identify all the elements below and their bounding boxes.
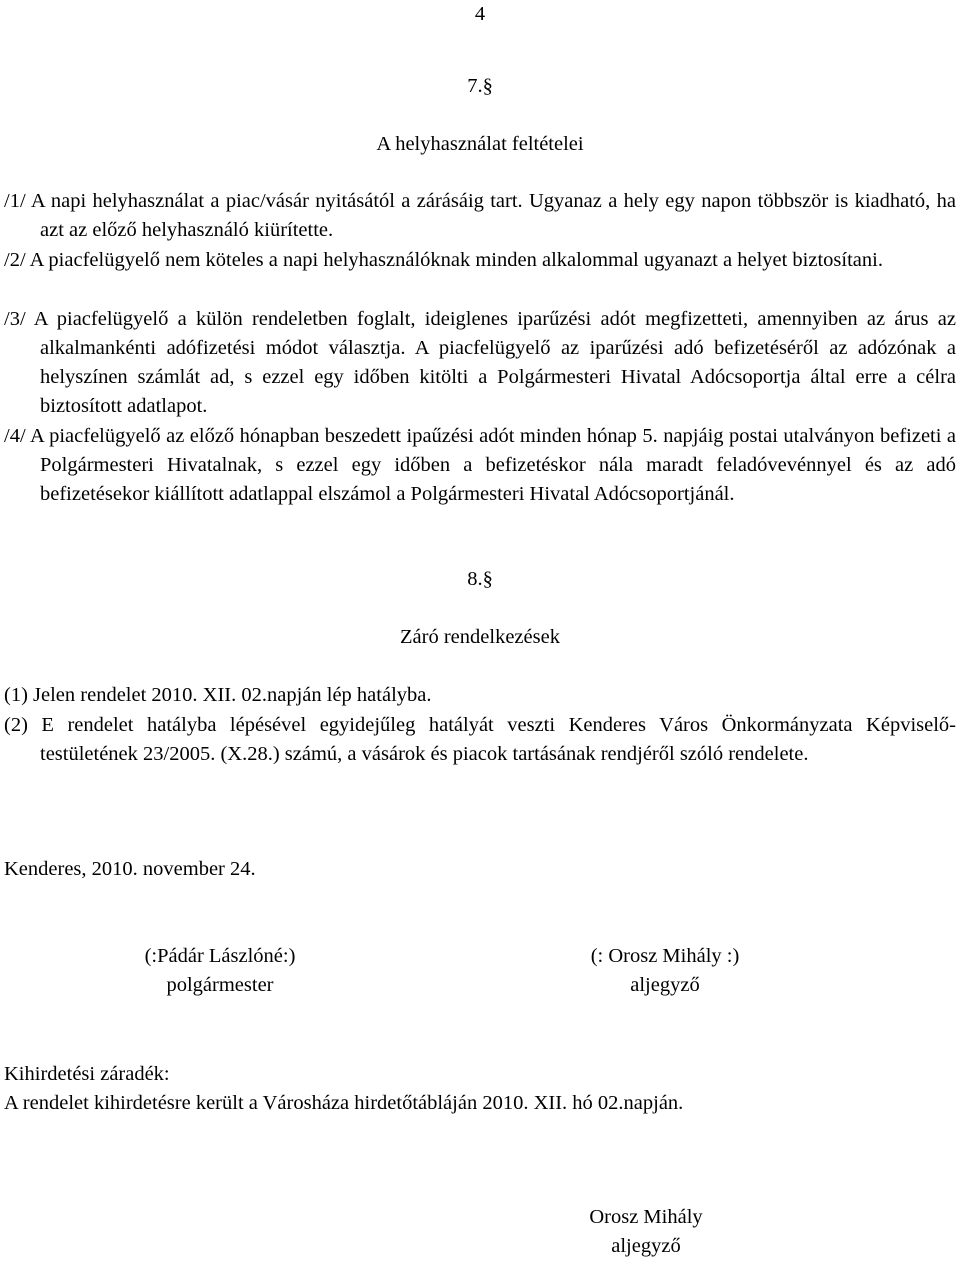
announcement-heading: Kihirdetési záradék: <box>4 1063 170 1085</box>
section-7-paragraph-4: /4/ A piacfelügyelő az előző hónapban beszedett ipaűzési adót minden hónap 5. napjáig postai utalványon befizeti a Polgármesteri Hivatalnak, s ezzel egy időben a befizetéskor nála maradt feladóvevénnyel és az adó befizetésekor kiállított adatlappal elszámol a Polgármesteri Hivatal Adócsoportjánál. <box>4 425 956 505</box>
signature-right <box>545 942 785 1000</box>
signature-left-title: polgármester <box>166 974 274 996</box>
signature-left-name: (:Pádár Lászlóné:) <box>144 945 296 967</box>
section-7-paragraph-1: /1/ A napi helyhasználat a piac/vásár nyitásától a zárásáig tart. Ugyanaz a hely egy napon többször is kiadható, ha azt az előző helyhasználó kiürítette. <box>4 190 956 241</box>
section-7-title: A helyhasználat feltételei <box>376 133 584 155</box>
section-7-number: 7.§ <box>467 75 493 97</box>
section-8-paragraph-2: (2) E rendelet hatályba lépésével egyidejűleg hatályát veszti Kenderes Város Önkormányzata Képviselő-testületének 23/2005. (X.28.) számú, a vásárok és piacok tartásának rendjéről szóló rendelete. <box>4 714 956 765</box>
final-signature-title: aljegyző <box>611 1235 681 1257</box>
signature-left <box>100 942 340 1000</box>
place-date: Kenderes, 2010. november 24. <box>4 858 256 880</box>
signature-right-title: aljegyző <box>630 974 700 996</box>
signature-right-name: (: Orosz Mihály :) <box>590 945 740 967</box>
final-signature <box>546 1203 746 1261</box>
section-8-paragraph-1: (1) Jelen rendelet 2010. XII. 02.napján lép hatályba. <box>4 684 432 706</box>
section-8-number: 8.§ <box>467 568 493 590</box>
page-number: 4 <box>474 3 486 25</box>
final-signature-name: Orosz Mihály <box>589 1206 703 1228</box>
section-8-title: Záró rendelkezések <box>400 626 560 648</box>
section-7-paragraph-3: /3/ A piacfelügyelő a külön rendeletben foglalt, ideiglenes iparűzési adót megfizetteti, amennyiben az árus az alkalmankénti adófizetési módot választja. A piacfelügyelő az iparűzési adó befizetéséről az adózónak a helyszínen számlát ad, s ezzel egy időben kitölti a Polgármesteri Hivatal Adócsoportja által erre a célra biztosított adatlapot. <box>4 308 956 417</box>
section-7-paragraph-2: /2/ A piacfelügyelő nem köteles a napi helyhasználóknak minden alkalommal ugyanazt a helyet biztosítani. <box>4 249 883 271</box>
announcement-text: A rendelet kihirdetésre került a Városháza hirdetőtábláján 2010. XII. hó 02.napján. <box>4 1092 684 1114</box>
